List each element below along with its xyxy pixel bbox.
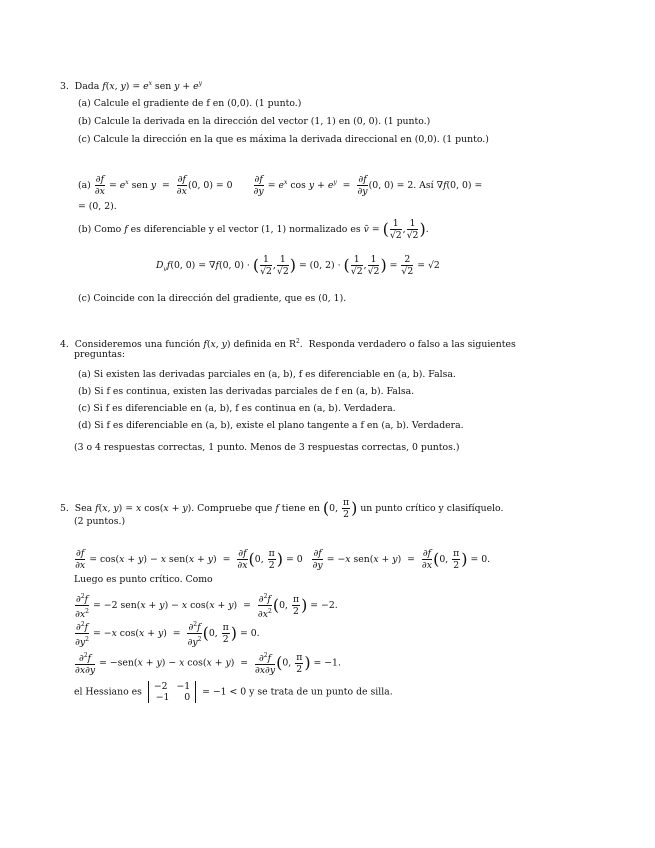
p5-second-derivative-xx: $\frac{\partial^2f}{\partial x^2}$ = −2 sen(x + y) − x cos(x + y) = $\frac{\partial^2f}{\partial x^2}$ (0, $\frac{\pi}{2}$ ) = −2.	[75, 593, 338, 621]
p5-hessian: el Hessiano es −2 −1 −1 0 = −1 < 0 y se trata de un punto de silla.	[74, 681, 393, 703]
p3-item-b: (b) Calcule la derivada en la dirección del vector (1, 1) en (0, 0). (1 punto.)	[78, 116, 431, 127]
p5-first-derivatives: $\frac{\partial f}{\partial x}$ = cos(x + y) − x sen(x + y) = $\frac{\partial f}{\partial x}$ (0, $\frac{\pi}{2}$ ) = 0 $\frac{\partial f}{\partial y}$ = −x sen(x + y) = $\frac{\partial f}{\partial x}$ (0, $\frac{\pi}{2}$ ) = 0.	[75, 548, 491, 571]
p5-heading-line1: 5. Sea f(x, y) = x cos(x + y). Compruebe que f tiene en (0, $\frac{\pi}{2}$ ) un punto crítico y clasifíquelo.	[60, 497, 504, 520]
p4-item-c: (c) Si f es diferenciable en (a, b), f es continua en (a, b). Verdadera.	[78, 403, 396, 414]
p3-item-c: (c) Calcule la dirección en la que es máxima la derivada direccional en (0,0). (1 punto.)	[78, 134, 489, 145]
p3-heading: 3. Dada f(x, $y) = e^x$ sen $y + e^y$	[60, 80, 203, 93]
p4-item-a: (a) Si existen las derivadas parciales en (a, b), f es diferenciable en (a, b). Falsa.	[78, 369, 456, 380]
hessian-matrix: −2 −1 −1 0	[148, 681, 196, 703]
p5-critical-point-note: Luego es punto crítico. Como	[74, 574, 213, 585]
p5-second-derivative-yy: $\frac{\partial^2f}{\partial y^2}$ = −x cos(x + y) = $\frac{\partial^2f}{\partial y^2}$ (0, $\frac{\pi}{2}$ ) = 0.	[75, 621, 260, 649]
p4-item-d: (d) Si f es diferenciable en (a, b), existe el plano tangente a f en (a, b). Verdadera.	[78, 420, 464, 431]
p3-number: 3.	[60, 81, 69, 93]
p3-item-a: (a) Calcule el gradiente de f en (0,0). (1 punto.)	[78, 98, 302, 109]
p3-solution-a-line1: (a) $\frac{\partial f}{\partial x}$ = $e^x$ sen y = $\frac{\partial f}{\partial x}$ (0, 0) = 0 $\frac{\partial f}{\partial y}$ = $e^x$ $\cos y + e^y$ = $\frac{\partial f}{\partial y}$ (0, 0) = 2. Así ∇f(0, 0) =	[78, 174, 483, 197]
p5-second-derivative-xy: $\frac{\partial^2f}{\partial x\partial y}$ = −sen(x + y) − x cos(x + y) = $\frac{\partial^2f}{\partial x\partial y}$ (0, $\frac{\pi}{2}$ ) = −1.	[75, 651, 341, 677]
p3-solution-a-line2: = (0, 2).	[78, 201, 117, 212]
p5-heading-line2: (2 puntos.)	[74, 516, 126, 527]
p4-grading-note: (3 o 4 respuestas correctas, 1 punto. Menos de 3 respuestas correctas, 0 puntos.)	[74, 442, 460, 453]
p3-solution-c: (c) Coincide con la dirección del gradiente, que es (0, 1).	[78, 293, 347, 304]
p3-solution-b-line1: (b) Como f es diferenciable y el vector (1, 1) normalizado es v̄ = ( $\frac{1}{√2}$ , $\frac{1}{√2}$ ).	[78, 218, 429, 241]
p4-heading-line2: preguntas:	[74, 349, 126, 360]
p4-heading-line1: 4. Consideremos una función f(x, y) definida en $R^2$. Responda verdadero o falso a las siguientes	[60, 338, 516, 351]
p3-solution-b-line2: $D_vf(0$, 0) = ∇f(0, 0) · ( $\frac{1}{√2}$ , $\frac{1}{√2}$ ) = (0, 2) · ( $\frac{1}{√2}$ , $\frac{1}{√2}$ ) = $\frac{2}{√2}$ = √2	[156, 254, 440, 277]
p4-item-b: (b) Si f es continua, existen las derivadas parciales de f en (a, b). Falsa.	[78, 386, 415, 397]
